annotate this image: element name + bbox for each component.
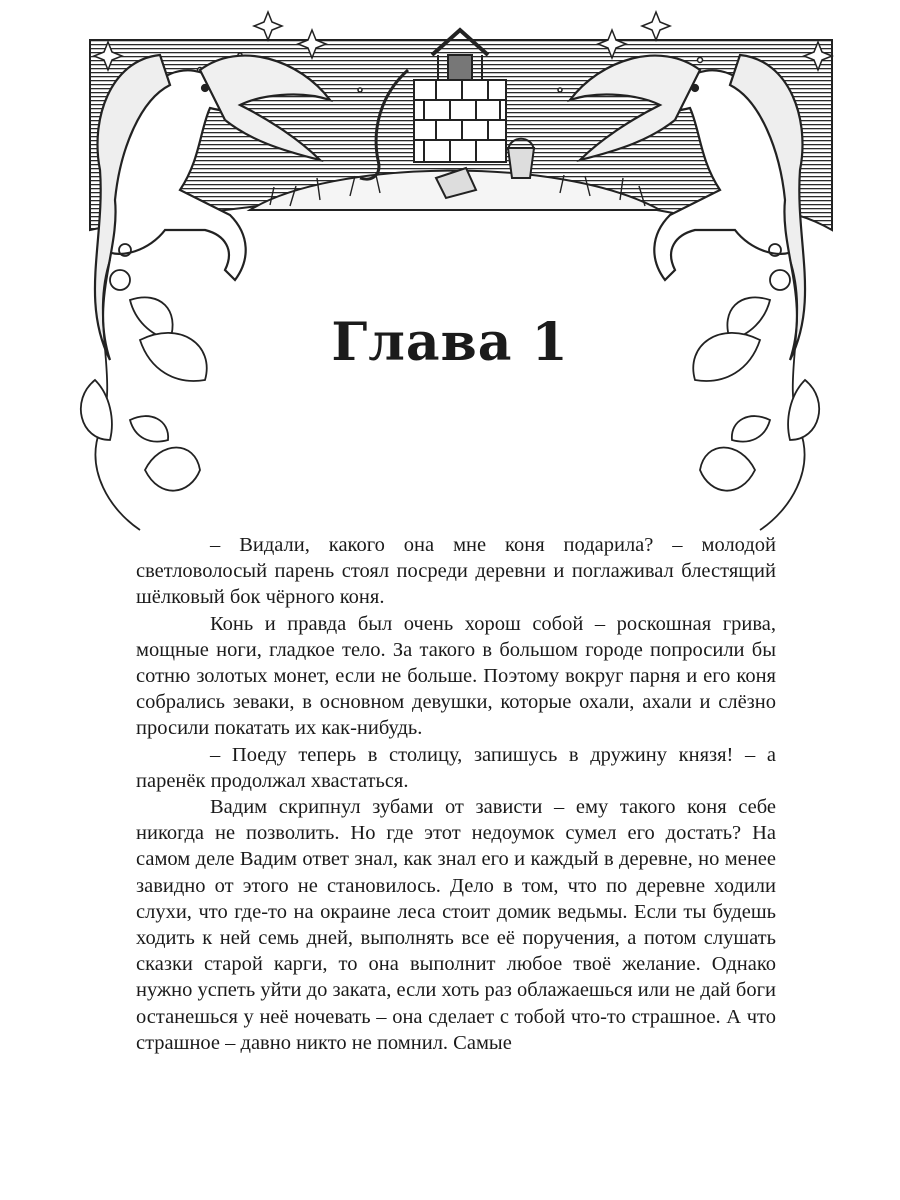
paragraph: – Поеду теперь в столицу, запишусь в дружину князя! – а паренёк продолжал хвастаться. [136,743,776,792]
paragraph: Вадим скрипнул зубами от зависти – ему такого коня себе никогда не позволить. Но где этот недоумок сумел его достать? На самом деле Вадим ответ знал, как знал его и каждый в деревне, но менее завидно от этого не становилось. Дело в том, что по деревне ходили слухи, что где-то на окраине леса стоит домик ведьмы. Если ты будешь ходить к ней семь дней, выполнять все её поручения, а потом слушать сказки старой карги, то она выполнит любое твоё желание. Однако нужно успеть уйти до заката, если хоть раз облажаешься или не дай боги останешься у неё ночевать – она сделает с тобой что-то страшное. А что страшное – давно никто не помнил. Самые [136,796,776,1054]
chapter-header-illustration [0,0,900,560]
body-text [136,532,776,1056]
flower-icon [700,448,755,491]
flower-icon [145,448,200,491]
paragraph: – Видали, какого она мне коня подарила? – молодой светловолосый парень стоял посреди деревни и поглаживал блестящий шёлковый бок чёрного коня. [136,534,776,609]
paragraph: Конь и правда был очень хорош собой – роскошная грива, мощные ноги, гладкое тело. За такого в большом городе попросили бы сотню золотых монет, если не больше. Поэтому вокруг парня и его коня собрались зеваки, в основном девушки, которые охали, ахали и слёзно просили покатать их как-нибудь. [136,612,776,740]
star-icon [642,12,670,40]
star-icon [254,12,282,40]
chapter-title: Глава 1 [331,312,569,373]
